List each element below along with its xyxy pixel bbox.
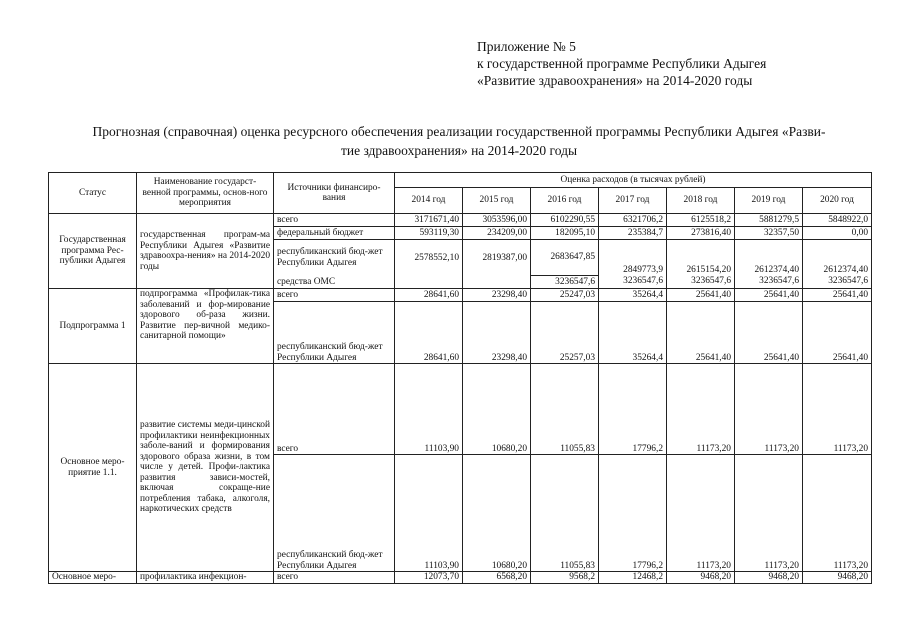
header-year: 2014 год	[395, 188, 463, 214]
value-cell: 2612374,40	[735, 240, 803, 276]
value-cell: 9468,20	[667, 572, 735, 584]
value-cell: 25247,03	[531, 289, 599, 302]
value-cell: 25257,03	[531, 302, 599, 364]
value-cell: 11173,20	[667, 455, 735, 572]
value-cell: 6125518,2	[667, 214, 735, 227]
value-cell: 23298,40	[463, 289, 531, 302]
appendix-line-3: «Развитие здравоохранения» на 2014-2020 годы	[477, 73, 753, 88]
value-cell: 10680,20	[463, 364, 531, 455]
value-cell: 11173,20	[803, 455, 872, 572]
value-cell: 28641,60	[395, 302, 463, 364]
value-cell: 5848922,0	[803, 214, 872, 227]
value-cell: 25641,40	[735, 289, 803, 302]
header-sources: Источники финансиро-вания	[274, 173, 395, 214]
value-cell: 25641,40	[667, 289, 735, 302]
header-year: 2019 год	[735, 188, 803, 214]
header-estimate: Оценка расходов (в тысячах рублей)	[395, 173, 872, 188]
source-cell: республиканский бюд-жет Республики Адыгея	[274, 240, 395, 276]
value-cell: 3236547,6	[735, 276, 803, 289]
value-cell: 2683647,85	[531, 240, 599, 276]
table-row	[49, 572, 872, 584]
value-cell: 12073,70	[395, 572, 463, 584]
value-cell: 9568,2	[531, 572, 599, 584]
value-cell: 6568,20	[463, 572, 531, 584]
value-cell: 2849773,9	[599, 240, 667, 276]
header-year: 2018 год	[667, 188, 735, 214]
value-cell: 11055,83	[531, 455, 599, 572]
value-cell: 0,00	[803, 227, 872, 240]
source-cell: всего	[274, 572, 395, 584]
value-cell: 28641,60	[395, 289, 463, 302]
value-cell: 11103,90	[395, 455, 463, 572]
header-row	[49, 173, 872, 188]
table-row	[49, 214, 872, 227]
measure-status: Основное меро-	[49, 572, 137, 584]
value-cell: 234209,00	[463, 227, 531, 240]
value-cell: 35264,4	[599, 302, 667, 364]
value-cell: 3053596,00	[463, 214, 531, 227]
header-year: 2017 год	[599, 188, 667, 214]
value-cell: 593119,30	[395, 227, 463, 240]
value-cell: 23298,40	[463, 302, 531, 364]
value-cell	[395, 276, 463, 289]
value-cell: 235384,7	[599, 227, 667, 240]
value-cell: 3236547,6	[667, 276, 735, 289]
header-status: Статус	[49, 173, 137, 214]
header-year: 2020 год	[803, 188, 872, 214]
value-cell: 10680,20	[463, 455, 531, 572]
measure-status: Основное меро-приятие 1.1.	[49, 364, 137, 572]
value-cell: 12468,2	[599, 572, 667, 584]
value-cell: 11173,20	[735, 455, 803, 572]
header-name: Наименование государст-венной программы, основ-ного мероприятия	[137, 173, 274, 214]
program-status: Государственная программа Рес-публики Адыгея	[49, 214, 137, 289]
appendix-line-1: Приложение № 5	[477, 39, 576, 54]
program-name: государственная програм-ма Республики Адыгея «Развитие здравоохра-нения» на 2014-2020 годы	[137, 214, 274, 289]
value-cell: 5881279,5	[735, 214, 803, 227]
source-cell: республиканский бюд-жет Республики Адыгея	[274, 302, 395, 364]
value-cell: 17796,2	[599, 364, 667, 455]
value-cell: 2615154,20	[667, 240, 735, 276]
title-line-2: тие здравоохранения» на 2014-2020 годы	[340, 143, 578, 158]
value-cell: 11103,90	[395, 364, 463, 455]
value-cell: 9468,20	[803, 572, 872, 584]
value-cell: 2612374,40	[803, 240, 872, 276]
measure-name: развитие системы меди-цинской профилактики неинфекционных заболе-ваний и формирования здорового образа жизни, в том числе у детей. Профи-лактика развития зависи-мостей, включая сокраще-ние потребления табака, алкоголя, наркотических средств	[137, 364, 274, 572]
value-cell: 25641,40	[803, 302, 872, 364]
value-cell: 11173,20	[735, 364, 803, 455]
value-cell: 25641,40	[735, 302, 803, 364]
value-cell: 11055,83	[531, 364, 599, 455]
value-cell: 25641,40	[667, 302, 735, 364]
source-cell: средства ОМС	[274, 276, 395, 289]
appendix-note	[477, 38, 766, 89]
value-cell: 6102290,55	[531, 214, 599, 227]
value-cell	[463, 276, 531, 289]
value-cell: 273816,40	[667, 227, 735, 240]
source-cell: республиканский бюд-жет Республики Адыгея	[274, 455, 395, 572]
header-year: 2015 год	[463, 188, 531, 214]
source-cell: федеральный бюджет	[274, 227, 395, 240]
value-cell: 3236547,6	[599, 276, 667, 289]
value-cell: 32357,50	[735, 227, 803, 240]
value-cell: 17796,2	[599, 455, 667, 572]
value-cell: 11173,20	[803, 364, 872, 455]
value-cell: 11173,20	[667, 364, 735, 455]
table-row	[49, 364, 872, 455]
appendix-line-2: к государственной программе Республики Адыгея	[477, 56, 767, 71]
value-cell: 2578552,10	[395, 240, 463, 276]
source-cell: всего	[274, 214, 395, 227]
value-cell: 25641,40	[803, 289, 872, 302]
measure-name: профилактика инфекцион-	[137, 572, 274, 584]
document-title	[38, 122, 880, 160]
source-cell: всего	[274, 289, 395, 302]
table-row	[49, 289, 872, 302]
value-cell: 3236547,6	[803, 276, 872, 289]
value-cell: 2819387,00	[463, 240, 531, 276]
subprogram-name: подпрограмма «Профилак-тика заболеваний и фор-мирование здорового об-раза жизни. Развитие пер-вичной медико-санитарной помощи»	[137, 289, 274, 364]
resource-table	[48, 172, 872, 584]
value-cell: 35264,4	[599, 289, 667, 302]
header-year: 2016 год	[531, 188, 599, 214]
value-cell: 9468,20	[735, 572, 803, 584]
value-cell: 6321706,2	[599, 214, 667, 227]
value-cell: 182095,10	[531, 227, 599, 240]
value-cell: 3236547,6	[531, 276, 599, 289]
value-cell: 3171671,40	[395, 214, 463, 227]
title-line-1: Прогнозная (справочная) оценка ресурсного обеспечения реализации государственной программы Республики Адыгея «Разви-	[92, 124, 826, 139]
subprogram-status: Подпрограмма 1	[49, 289, 137, 364]
source-cell: всего	[274, 364, 395, 455]
